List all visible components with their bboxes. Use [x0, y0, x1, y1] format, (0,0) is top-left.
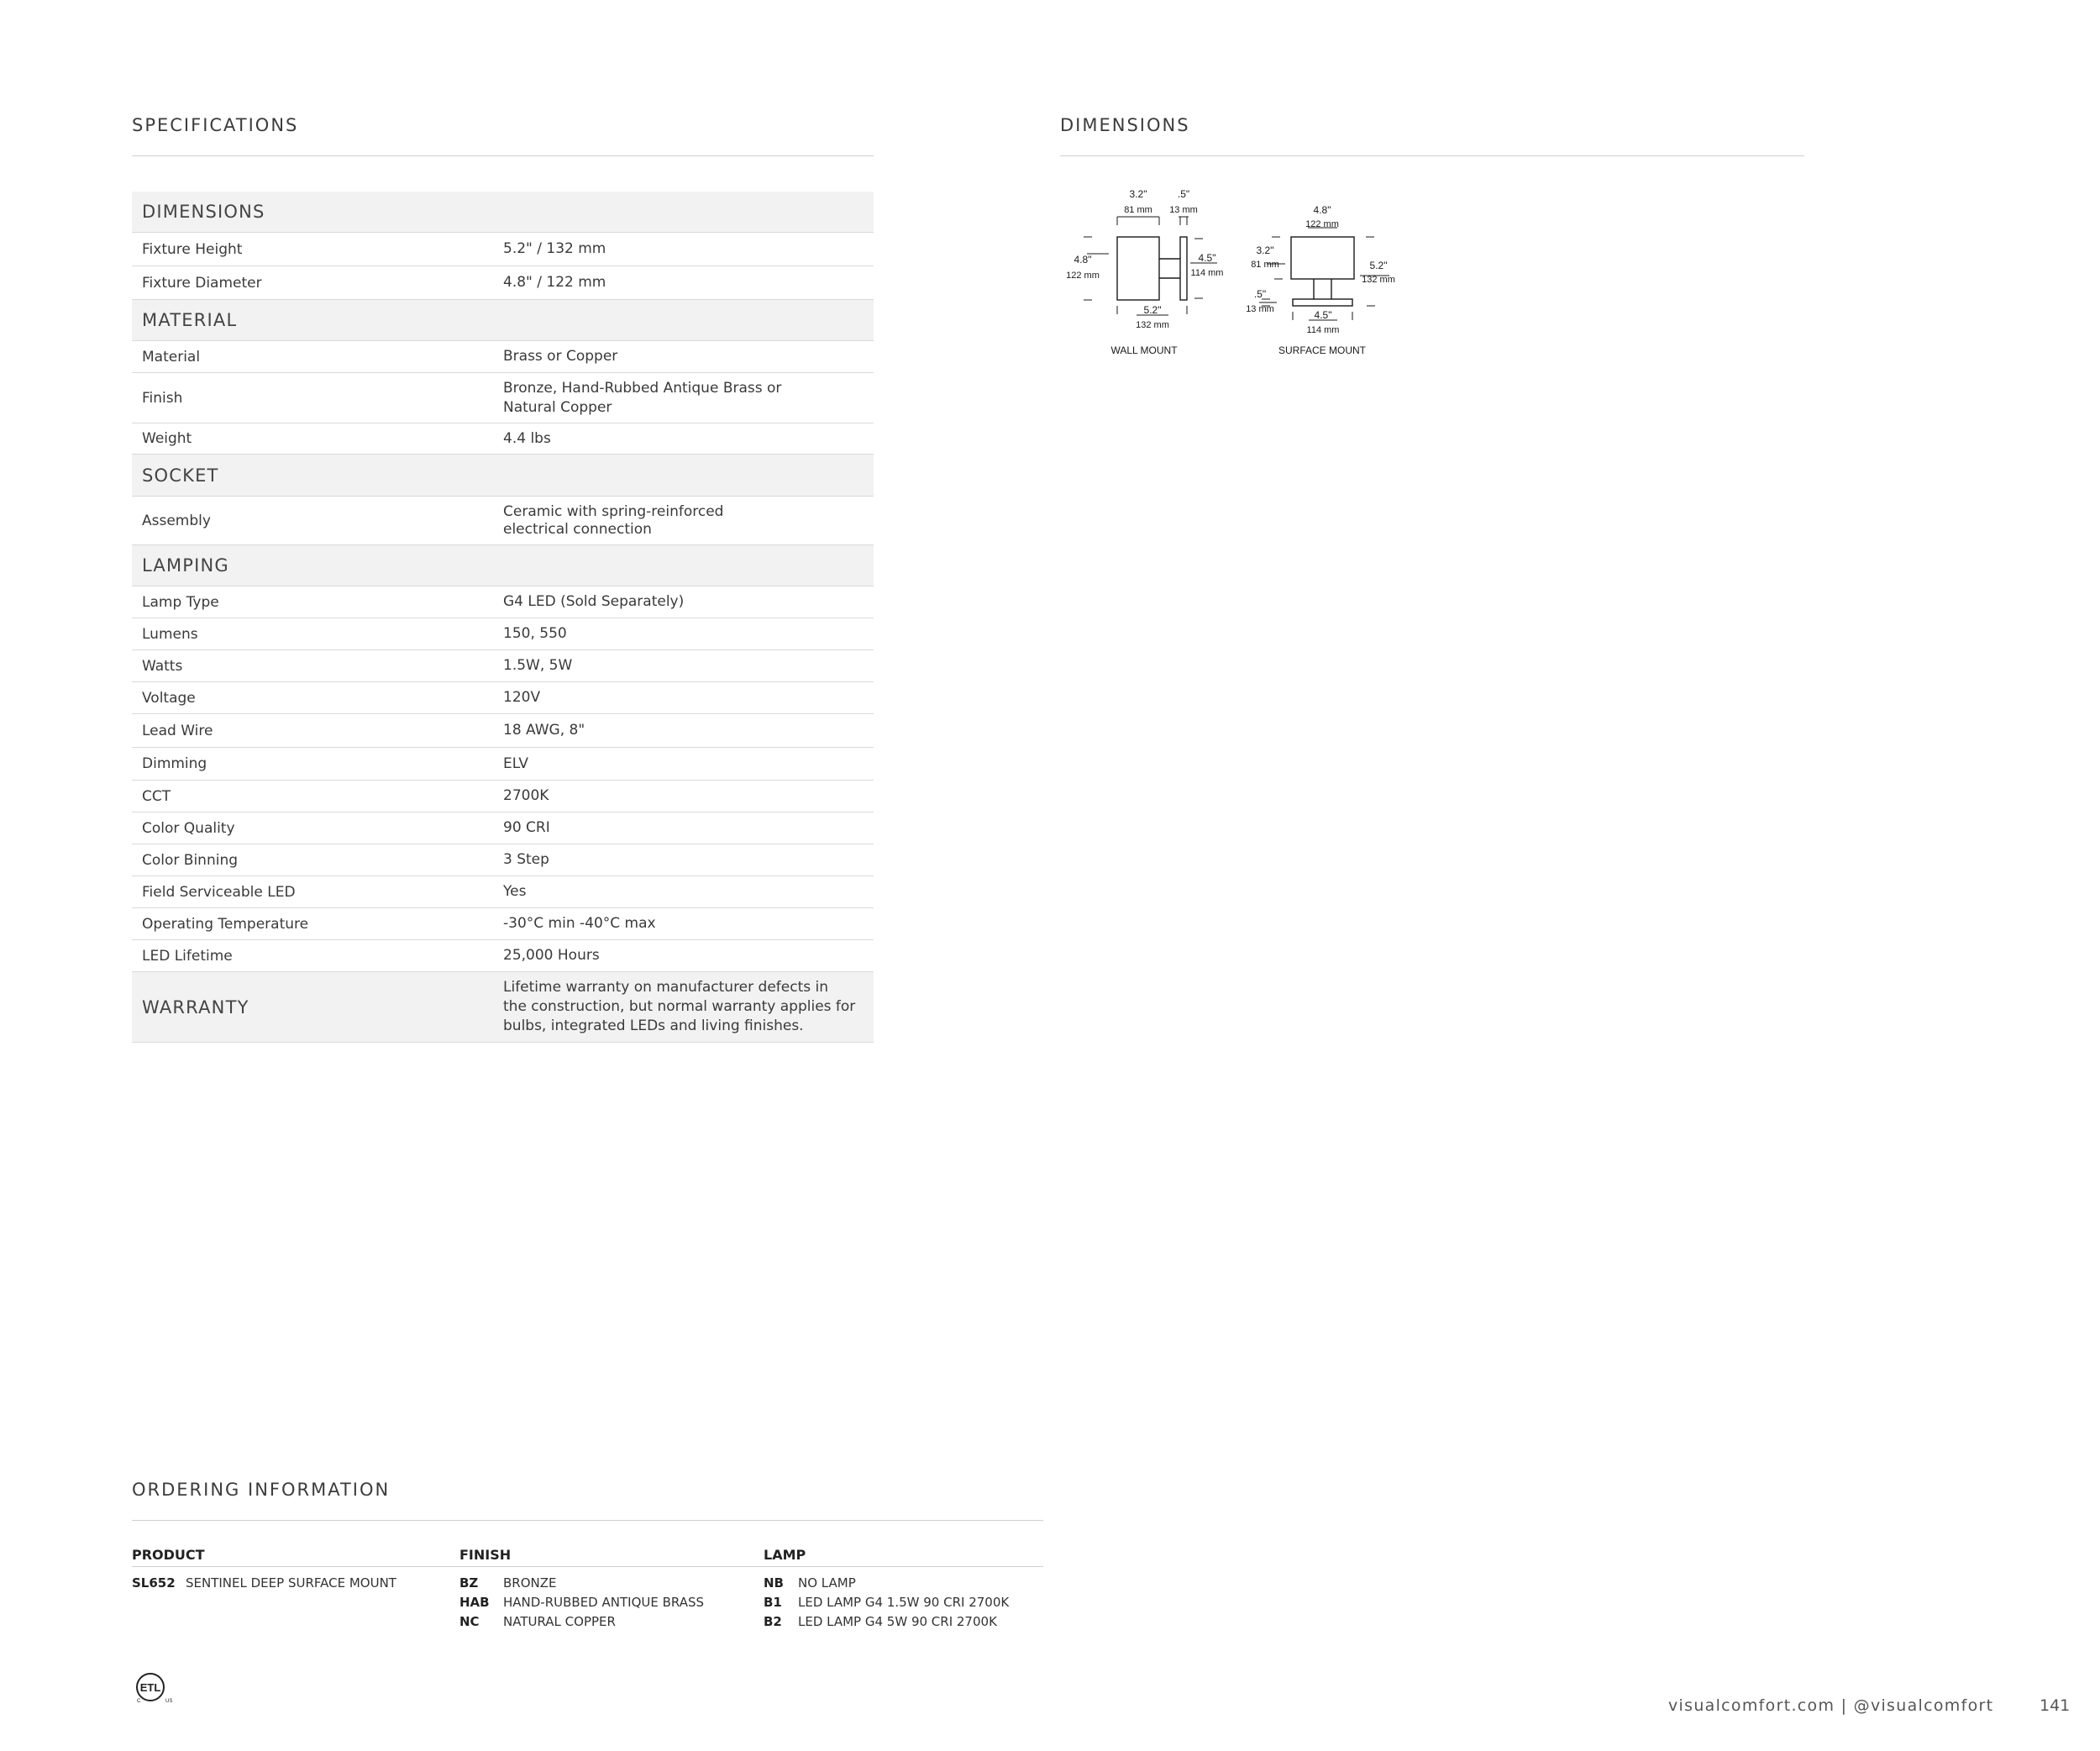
- product-options: [132, 1573, 396, 1592]
- spec-value: 4.4 lbs: [503, 429, 551, 447]
- spec-value: G4 LED (Sold Separately): [503, 593, 685, 610]
- column-product: PRODUCT: [132, 1547, 205, 1563]
- dimensions-divider: [1060, 155, 1804, 156]
- dim-label: 13 mm: [1169, 205, 1198, 215]
- spec-label: Lead Wire: [142, 722, 213, 739]
- surface-mount-drawing: [1246, 204, 1395, 356]
- dim-label: 132 mm: [1362, 275, 1395, 285]
- specifications-divider: [132, 155, 874, 156]
- footer-site-link[interactable]: visualcomfort.com | @visualcomfort: [1668, 1696, 1994, 1715]
- product-code: SL652: [132, 1575, 176, 1591]
- spec-row: [132, 497, 874, 545]
- spec-row: [132, 781, 874, 812]
- spec-group-dimensions: DIMENSIONS: [132, 192, 874, 233]
- dim-label: 4.8": [1313, 204, 1331, 216]
- spec-label: CCT: [142, 787, 171, 805]
- spec-row: [132, 844, 874, 876]
- dim-label: 122 mm: [1305, 219, 1339, 229]
- spec-value: 5.2" / 132 mm: [503, 240, 606, 257]
- dim-label: 5.2": [1143, 304, 1162, 316]
- spec-row: [132, 586, 874, 618]
- wall-mount-caption: WALL MOUNT: [1110, 344, 1178, 356]
- product-name: SENTINEL DEEP SURFACE MOUNT: [186, 1575, 396, 1591]
- spec-row: [132, 714, 874, 748]
- etl-logo-text: ETL: [139, 1681, 161, 1694]
- spec-label: Assembly: [142, 512, 211, 529]
- dimension-drawings: [1060, 183, 1413, 368]
- lamp-option: [764, 1573, 1009, 1592]
- ordering-divider: [132, 1520, 1043, 1521]
- spec-value: 3 Step: [503, 851, 549, 868]
- dim-label: 4.8": [1074, 254, 1092, 266]
- spec-value: 1.5W, 5W: [503, 657, 573, 674]
- dim-label: 4.5": [1314, 309, 1332, 321]
- spec-row: [132, 940, 874, 972]
- spec-row: [132, 341, 874, 373]
- dim-label: 114 mm: [1306, 325, 1340, 335]
- dim-label: 81 mm: [1124, 205, 1152, 215]
- spec-row: [132, 618, 874, 650]
- dim-label: 114 mm: [1190, 268, 1224, 278]
- dim-label: 5.2": [1369, 260, 1388, 271]
- dimensions-heading: DIMENSIONS: [1060, 115, 1190, 135]
- warranty-label: WARRANTY: [142, 996, 249, 1017]
- spec-row: [132, 908, 874, 940]
- dim-label: 13 mm: [1246, 304, 1274, 314]
- finish-name: HAND-RUBBED ANTIQUE BRASS: [503, 1594, 705, 1610]
- spec-label: Voltage: [142, 689, 196, 707]
- spec-row: [132, 266, 874, 300]
- spec-row: [132, 373, 874, 423]
- spec-row: [132, 423, 874, 455]
- lamp-code: NB: [764, 1575, 784, 1591]
- lamp-option: [764, 1592, 1009, 1612]
- spec-label: LED Lifetime: [142, 947, 233, 965]
- spec-value: 4.8" / 122 mm: [503, 274, 606, 291]
- spec-value: -30°C min -40°C max: [503, 915, 656, 932]
- finish-name: BRONZE: [503, 1575, 557, 1591]
- spec-value: 90 CRI: [503, 819, 550, 836]
- dim-label: .5": [1177, 188, 1190, 200]
- dim-label: 132 mm: [1136, 320, 1169, 330]
- spec-label: Fixture Height: [142, 240, 243, 258]
- surface-mount-body: [1291, 237, 1354, 279]
- spec-label: Field Serviceable LED: [142, 883, 296, 901]
- surface-mount-caption: SURFACE MOUNT: [1278, 344, 1367, 356]
- dim-label: 3.2": [1129, 188, 1147, 200]
- spec-label: Dimming: [142, 755, 207, 772]
- lamp-name: LED LAMP G4 1.5W 90 CRI 2700K: [798, 1594, 1010, 1610]
- spec-label: Finish: [142, 389, 183, 407]
- spec-value: 25,000 Hours: [503, 947, 600, 964]
- spec-value: Brass or Copper: [503, 348, 618, 365]
- dim-label: 3.2": [1256, 245, 1274, 256]
- spec-value: Ceramic with spring-reinforced electrical connection: [503, 502, 724, 538]
- spec-group-socket: SOCKET: [132, 455, 874, 497]
- lamp-name: NO LAMP: [798, 1575, 856, 1591]
- lamp-option: [764, 1612, 1009, 1631]
- lamp-code: B1: [764, 1594, 782, 1610]
- finish-option: [459, 1592, 704, 1612]
- spec-value: 150, 550: [503, 625, 567, 642]
- finish-code: NC: [459, 1613, 480, 1629]
- spec-group-lamping: LAMPING: [132, 545, 874, 586]
- wall-mount-drawing: [1066, 188, 1223, 356]
- dim-label: 81 mm: [1251, 260, 1279, 270]
- spec-label: Fixture Diameter: [142, 274, 262, 292]
- spec-value: 2700K: [503, 787, 549, 804]
- spec-label: Watts: [142, 657, 183, 675]
- column-finish: FINISH: [459, 1547, 512, 1563]
- etl-listed-icon: [132, 1670, 179, 1704]
- svg-text:C: C: [137, 1699, 141, 1704]
- finish-option: [459, 1573, 704, 1592]
- spec-row: [132, 682, 874, 714]
- ordering-header-row: [132, 1543, 1043, 1567]
- spec-label: Color Binning: [142, 851, 239, 869]
- product-option: [132, 1573, 396, 1592]
- specifications-heading: SPECIFICATIONS: [132, 115, 299, 135]
- spec-row-warranty: [132, 972, 874, 1043]
- lamp-options: [764, 1573, 1009, 1631]
- spec-row: [132, 812, 874, 844]
- spec-label: Operating Temperature: [142, 915, 309, 933]
- ordering-heading: ORDERING INFORMATION: [132, 1480, 391, 1500]
- spec-row: [132, 650, 874, 682]
- page-number: 141: [2040, 1696, 2071, 1715]
- spec-value: ELV: [503, 755, 528, 772]
- wall-mount-plate: [1180, 237, 1187, 300]
- finish-code: BZ: [459, 1575, 479, 1591]
- spec-row: [132, 876, 874, 908]
- svg-text:US: US: [165, 1699, 173, 1704]
- column-lamp: LAMP: [764, 1547, 806, 1563]
- spec-value: Bronze, Hand-Rubbed Antique Brass or Natural Copper: [503, 379, 782, 416]
- spec-label: Lamp Type: [142, 593, 219, 611]
- finish-name: NATURAL COPPER: [503, 1613, 616, 1629]
- finish-option: [459, 1612, 704, 1631]
- spec-value: 18 AWG, 8": [503, 722, 585, 739]
- spec-label: Weight: [142, 430, 192, 447]
- finish-options: [459, 1573, 704, 1631]
- dim-label: .5": [1253, 288, 1267, 300]
- dim-label: 122 mm: [1066, 271, 1100, 281]
- specifications-table: [132, 192, 874, 1043]
- spec-row: [132, 748, 874, 781]
- spec-row: [132, 233, 874, 266]
- spec-value: 120V: [503, 689, 541, 706]
- surface-mount-plate: [1293, 299, 1352, 306]
- warranty-value: Lifetime warranty on manufacturer defects in the construction, but normal warranty applies for bulbs, integrated LEDs and living finishes.: [503, 979, 856, 1034]
- lamp-name: LED LAMP G4 5W 90 CRI 2700K: [798, 1613, 997, 1629]
- spec-group-material: MATERIAL: [132, 300, 874, 341]
- lamp-code: B2: [764, 1613, 782, 1629]
- finish-code: HAB: [459, 1594, 490, 1610]
- ordering-table: [132, 1543, 1043, 1640]
- wall-mount-body: [1117, 237, 1159, 300]
- spec-label: Lumens: [142, 625, 198, 643]
- spec-label: Material: [142, 348, 201, 365]
- spec-label: Color Quality: [142, 819, 235, 837]
- spec-value: Yes: [503, 883, 527, 900]
- dim-label: 4.5": [1198, 252, 1216, 264]
